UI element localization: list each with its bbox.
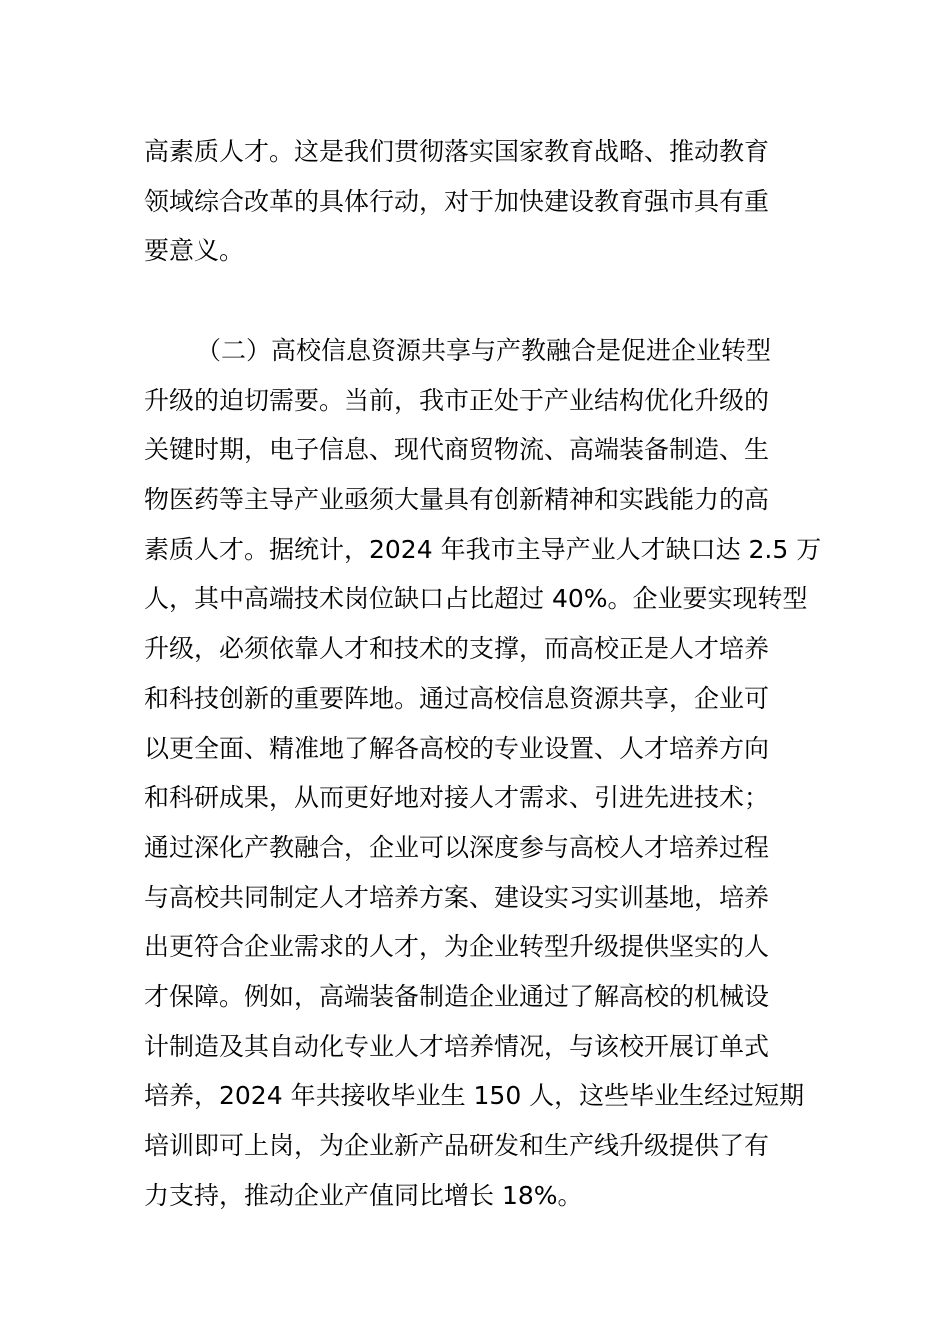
paragraph-line: 升级的迫切需要。当前，我市正处于产业结构优化升级的	[144, 385, 770, 415]
paragraph-line: 关键时期，电子信息、现代商贸物流、高端装备制造、生	[144, 435, 770, 465]
paragraph-line: 培养，2024 年共接收毕业生 150 人，这些毕业生经过短期	[144, 1081, 805, 1111]
section-heading-line: （二）高校信息资源共享与产教融合是促进企业转型	[196, 336, 772, 365]
paragraph-line: 和科研成果，从而更好地对接人才需求、引进先进技术；	[144, 783, 770, 813]
paragraph-line: 人，其中高端技术岗位缺口占比超过 40%。企业要实现转型	[144, 584, 808, 614]
paragraph-line: 与高校共同制定人才培养方案、建设实习实训基地，培养	[144, 882, 770, 912]
paragraph-line: 出更符合企业需求的人才，为企业转型升级提供坚实的人	[144, 932, 770, 962]
paragraph-line: 物医药等主导产业亟须大量具有创新精神和实践能力的高	[144, 485, 770, 515]
paragraph-1	[144, 127, 824, 276]
paragraph-line: 培训即可上岗，为企业新产品研发和生产线升级提供了有	[144, 1131, 770, 1160]
paragraph-line: 领域综合改革的具体行动，对于加快建设教育强市具有重	[144, 186, 770, 216]
paragraph-line: 才保障。例如，高端装备制造企业通过了解高校的机械设	[144, 981, 770, 1011]
paragraph-line: 升级，必须依靠人才和技术的支撑，而高校正是人才培养	[144, 634, 770, 664]
paragraph-line: 素质人才。据统计，2024 年我市主导产业人才缺口达 2.5 万	[144, 534, 822, 564]
paragraph-2	[144, 326, 824, 1220]
paragraph-line: 通过深化产教融合，企业可以深度参与高校人才培养过程	[144, 832, 770, 862]
paragraph-line: 力支持，推动企业产值同比增长 18%。	[144, 1180, 583, 1210]
paragraph-line: 以更全面、精准地了解各高校的专业设置、人才培养方向	[144, 733, 770, 763]
paragraph-line: 和科技创新的重要阵地。通过高校信息资源共享，企业可	[144, 683, 770, 713]
paragraph-line: 高素质人才。这是我们贯彻落实国家教育战略、推动教育	[144, 137, 770, 166]
paragraph-line: 计制造及其自动化专业人才培养情况，与该校开展订单式	[144, 1031, 770, 1061]
paragraph-line: 要意义。	[144, 236, 245, 266]
